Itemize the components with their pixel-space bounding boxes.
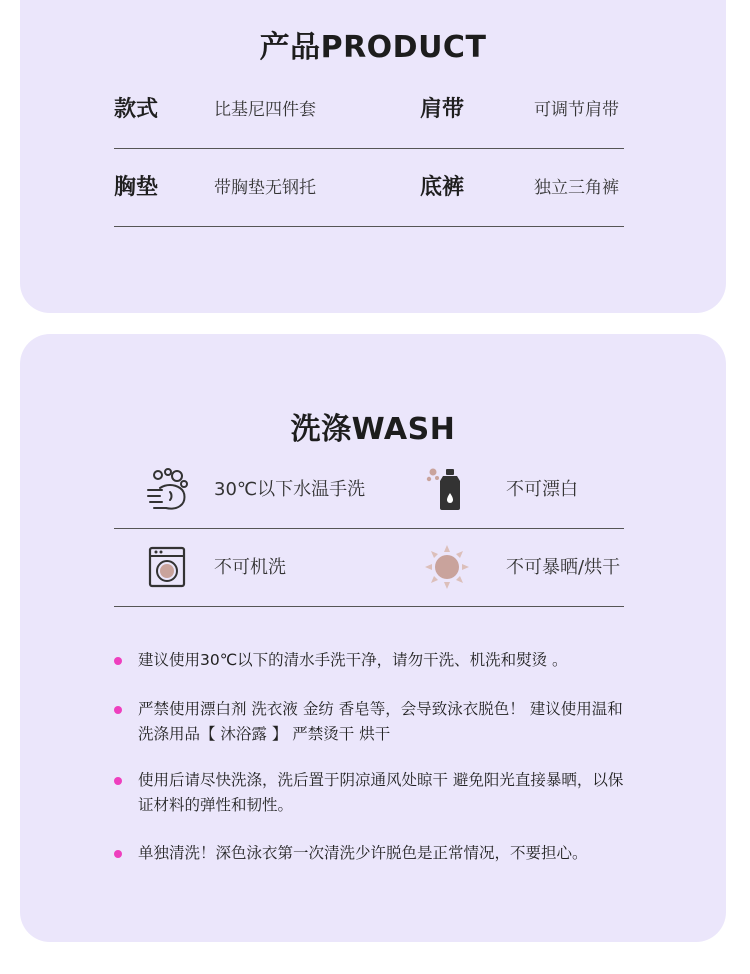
washing-machine-icon [144,544,190,590]
care-note-text: 单独清洗！深色泳衣第一次清洗少许脱色是正常情况，不要担心。 [138,844,588,862]
wash-section-title: 洗涤WASH [290,412,456,447]
wash-row [114,530,624,607]
spec-row [114,72,624,149]
spec-value-bottom: 独立三角裤 [534,178,619,198]
wash-label-no-machine: 不可机洗 [214,557,286,578]
bullet-dot [114,706,122,714]
care-note-text: 使用后请尽快洗涤，洗后置于阴凉通风处晾干 避免阳光直接暴晒，以保证材料的弹性和韧性。 [138,771,624,814]
care-note [114,841,634,866]
wash-label-no-bleach: 不可漂白 [506,479,578,500]
product-card [20,0,726,313]
bullet-dot [114,850,122,858]
care-note-text: 严禁使用漂白剂 洗衣液 金纺 香皂等，会导致泳衣脱色！ 建议使用温和洗涤用品【 沐浴露 】 严禁烫干 烘干 [138,700,623,743]
spec-key-strap: 肩带 [420,97,465,122]
product-section-title: 产品PRODUCT [259,30,487,65]
bullet-dot [114,657,122,665]
spec-value-style: 比基尼四件套 [214,100,316,120]
bullet-dot [114,777,122,785]
spec-value-pad: 带胸垫无钢托 [214,178,316,198]
spec-key-pad: 胸垫 [114,175,159,200]
spec-key-bottom: 底裤 [420,175,465,200]
care-note [114,768,634,818]
wash-row [114,452,624,529]
care-note [114,697,634,747]
wash-label-no-sun: 不可暴晒/烘干 [506,557,621,578]
sun-icon [424,544,470,590]
spec-key-style: 款式 [114,97,159,122]
hand-wash-icon [144,466,190,512]
wash-label-hand-wash: 30℃以下水温手洗 [214,479,366,500]
care-note [114,648,634,673]
no-bleach-icon [424,466,470,512]
spec-row [114,150,624,227]
spec-value-strap: 可调节肩带 [534,100,619,120]
care-note-text: 建议使用30℃以下的清水手洗干净，请勿干洗、机洗和熨烫 。 [138,651,568,669]
wash-card [20,334,726,942]
